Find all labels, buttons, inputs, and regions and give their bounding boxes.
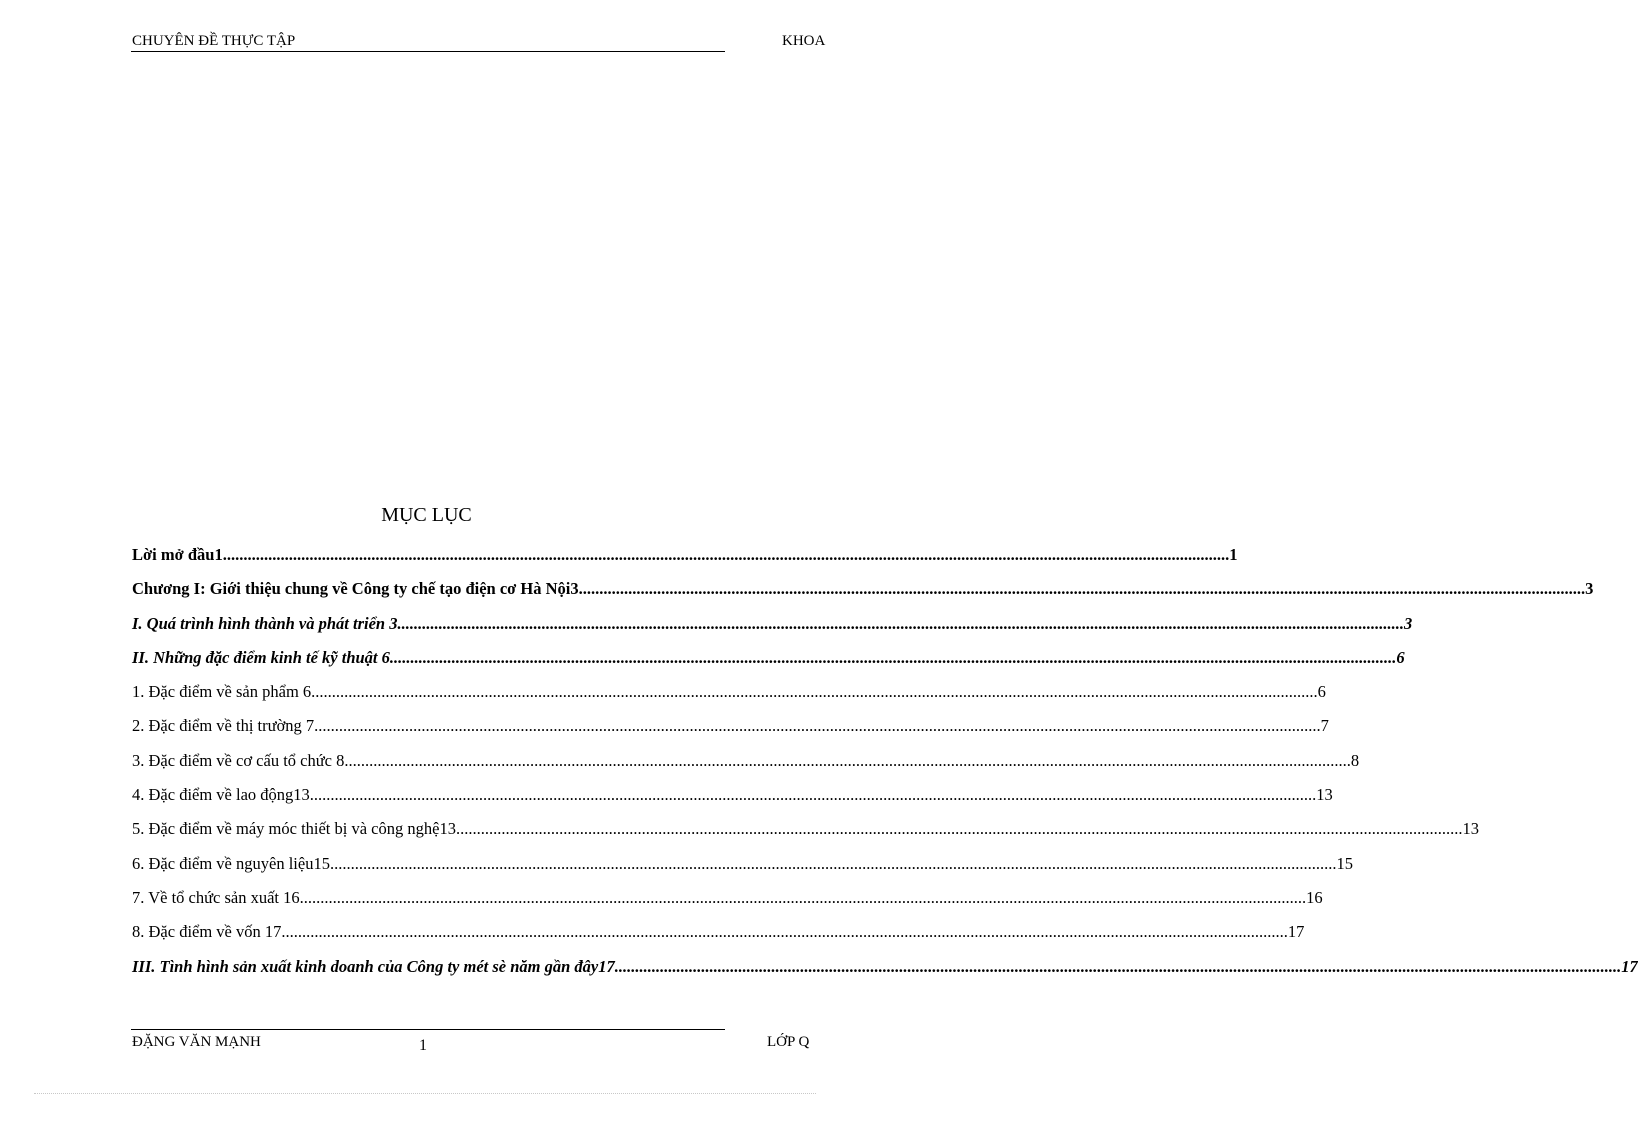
toc-leader-dots bbox=[456, 815, 1463, 843]
toc-entry-text: 5. Đặc điểm về máy móc thiết bị và công nghệ13 bbox=[132, 819, 456, 839]
toc-entry[interactable] bbox=[132, 850, 1353, 884]
toc-entry-page: 7 bbox=[1320, 716, 1329, 736]
toc-entry[interactable] bbox=[132, 712, 1329, 746]
toc-entry-text: 2. Đặc điểm về thị trường 7 bbox=[132, 716, 315, 736]
toc-leader-dots bbox=[390, 644, 1397, 672]
toc-entry[interactable] bbox=[132, 747, 1360, 781]
toc-leader-dots bbox=[330, 850, 1337, 878]
toc-entry-text: Chương I: Giới thiệu chung về Công ty chế tạo điện cơ Hà Nội3 bbox=[132, 579, 579, 599]
toc-entry[interactable] bbox=[132, 541, 1238, 575]
toc-entry-text: 7. Về tổ chức sản xuất 16 bbox=[132, 887, 300, 907]
toc-entry-page: 8 bbox=[1350, 750, 1360, 770]
toc-title: MỤC LỤC bbox=[381, 504, 472, 526]
footer-author: ĐẶNG VĂN MẠNH bbox=[132, 1034, 261, 1050]
toc-entry[interactable] bbox=[132, 575, 1594, 609]
toc-entry-text: II. Những đặc điểm kinh tế kỹ thuật 6 bbox=[132, 647, 390, 667]
toc-entry[interactable] bbox=[132, 678, 1326, 712]
toc-entry-text: 3. Đặc điểm về cơ cấu tổ chức 8 bbox=[132, 750, 345, 770]
toc-entry-page: 6 bbox=[1317, 682, 1326, 702]
footer-class: LỚP Q bbox=[767, 1034, 810, 1050]
toc-entry-page: 3 bbox=[1585, 579, 1594, 599]
toc-leader-dots bbox=[615, 953, 1622, 981]
toc-entry-page: 1 bbox=[1229, 545, 1238, 564]
toc-leader-dots bbox=[579, 575, 1586, 603]
toc-entry-text: Lời mở đầu1 bbox=[132, 545, 223, 564]
toc-leader-dots bbox=[310, 781, 1317, 809]
toc-entry-text: 8. Đặc điểm về vốn 17 bbox=[132, 922, 282, 942]
toc-entry-page: 17 bbox=[1621, 956, 1638, 976]
toc-entry[interactable] bbox=[132, 644, 1405, 678]
page-bottom-dotted-edge bbox=[34, 1093, 816, 1094]
toc-entry[interactable] bbox=[132, 815, 1479, 849]
toc-leader-dots bbox=[281, 918, 1288, 946]
toc-leader-dots bbox=[314, 712, 1321, 740]
toc-entry-text: III. Tình hình sản xuất kinh doanh của Công ty mét sè năm gần đây17 bbox=[132, 956, 615, 976]
toc-entry-page: 3 bbox=[1403, 613, 1413, 633]
toc-entry-text: 4. Đặc điểm về lao động13 bbox=[132, 785, 310, 805]
toc-leader-dots bbox=[300, 884, 1307, 912]
toc-entry-page: 17 bbox=[1287, 922, 1305, 942]
toc-entry-text: 6. Đặc điểm về nguyên liệu15 bbox=[132, 853, 330, 873]
toc-entry-text: I. Quá trình hình thành và phát triển 3 bbox=[132, 613, 398, 633]
toc-entry[interactable] bbox=[132, 918, 1305, 952]
header-rule bbox=[131, 51, 725, 52]
toc-leader-dots bbox=[344, 747, 1351, 775]
toc-entry[interactable] bbox=[132, 884, 1323, 918]
header-department: KHOA bbox=[782, 33, 826, 49]
toc-entry-page: 13 bbox=[1462, 819, 1479, 839]
toc-entry-page: 16 bbox=[1306, 887, 1323, 907]
toc-entry-text: 1. Đặc điểm về sản phẩm 6 bbox=[132, 682, 312, 702]
toc-entry[interactable] bbox=[132, 610, 1413, 644]
toc-entry[interactable] bbox=[132, 781, 1333, 815]
toc-entry-page: 15 bbox=[1336, 853, 1353, 873]
footer-page-number: 1 bbox=[419, 1037, 427, 1054]
footer-rule bbox=[131, 1029, 725, 1030]
toc-leader-dots bbox=[223, 541, 1230, 569]
toc-entry[interactable] bbox=[132, 953, 1638, 987]
header-title: CHUYÊN ĐỀ THỰC TẬP bbox=[132, 33, 296, 49]
toc-leader-dots bbox=[397, 610, 1404, 638]
toc-entry-page: 6 bbox=[1396, 647, 1405, 667]
toc-leader-dots bbox=[311, 678, 1318, 706]
table-of-contents bbox=[132, 541, 1638, 987]
toc-entry-page: 13 bbox=[1316, 785, 1333, 805]
